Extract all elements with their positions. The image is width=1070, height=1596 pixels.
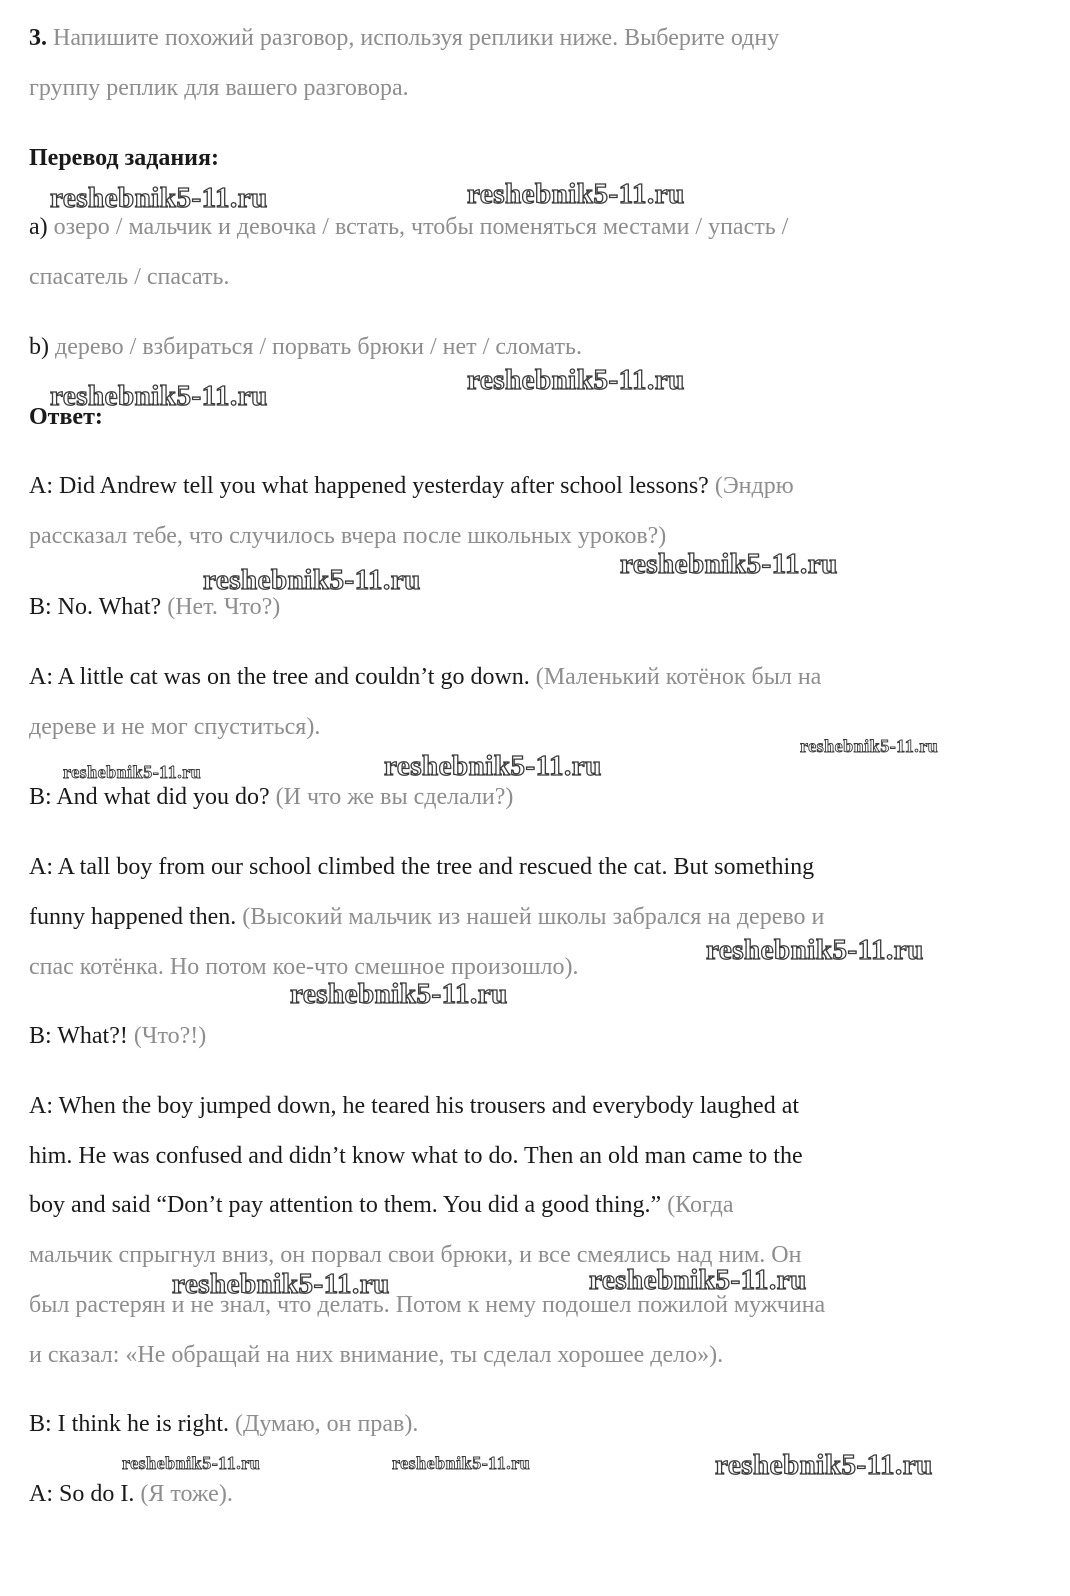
task-line-1 bbox=[29, 23, 779, 53]
watermark-logo: reshebnik5-11.ru bbox=[392, 1453, 531, 1473]
dialogue-english: boy and said “Don’t pay attention to them. You did a good thing.” bbox=[29, 1192, 662, 1218]
dialogue-translation: спас котёнка. Но потом кое-что смешное произошло). bbox=[29, 954, 579, 980]
dialogue-english: A: Did Andrew tell you what happened yesterday after school lessons? bbox=[29, 473, 709, 499]
dialogue-line bbox=[29, 1021, 206, 1051]
dialogue-line bbox=[29, 1141, 803, 1171]
dialogue-english: B: And what did you do? bbox=[29, 784, 270, 810]
watermark-logo: reshebnik5-11.ru bbox=[203, 564, 421, 596]
dialogue-translation: (Когда bbox=[667, 1192, 734, 1218]
watermark-logo: reshebnik5-11.ru bbox=[122, 1453, 261, 1473]
translation-a-line-1 bbox=[29, 212, 788, 242]
dialogue-translation: рассказал тебе, что случилось вчера после школьных уроков?) bbox=[29, 523, 667, 549]
dialogue-line bbox=[29, 1409, 418, 1439]
dialogue-english: funny happened then. bbox=[29, 904, 237, 930]
translation-heading: Перевод задания: bbox=[29, 145, 219, 171]
dialogue-line bbox=[29, 471, 794, 501]
dialogue-translation: (Эндрю bbox=[714, 473, 794, 499]
dialogue-line bbox=[29, 662, 821, 692]
dialogue-line bbox=[29, 1479, 233, 1509]
dialogue-translation: (И что же вы сделали?) bbox=[275, 784, 514, 810]
dialogue-line bbox=[29, 1340, 723, 1370]
translation-a-line-2: спасатель / спасать. bbox=[29, 264, 230, 290]
option-a-text: озеро / мальчик и девочка / встать, чтобы поменяться местами / упасть / bbox=[53, 214, 789, 240]
option-b-label: b) bbox=[29, 334, 49, 360]
watermark-logo: reshebnik5-11.ru bbox=[715, 1449, 933, 1481]
translation-b-line-1 bbox=[29, 332, 582, 362]
dialogue-translation: и сказал: «Не обращай на них внимание, ты сделал хорошее дело»). bbox=[29, 1342, 724, 1368]
watermark-logo: reshebnik5-11.ru bbox=[172, 1268, 390, 1300]
dialogue-english: B: I think he is right. bbox=[29, 1411, 229, 1437]
dialogue-english: A: A little cat was on the tree and couldn’t go down. bbox=[29, 664, 530, 690]
dialogue-line bbox=[29, 902, 824, 932]
dialogue-translation: (Думаю, он прав). bbox=[235, 1411, 419, 1437]
task-text: Напишите похожий разговор, используя реплики ниже. Выберите одну bbox=[53, 25, 780, 51]
watermark-logo: reshebnik5-11.ru bbox=[467, 364, 685, 396]
dialogue-english: A: A tall boy from our school climbed the tree and rescued the cat. But something bbox=[29, 854, 815, 880]
dialogue-line bbox=[29, 712, 320, 742]
dialogue-english: B: No. What? bbox=[29, 594, 162, 620]
watermark-logo: reshebnik5-11.ru bbox=[589, 1264, 807, 1296]
dialogue-english: B: What?! bbox=[29, 1023, 128, 1049]
watermark-logo: reshebnik5-11.ru bbox=[706, 934, 924, 966]
dialogue-english: A: When the boy jumped down, he teared his trousers and everybody laughed at bbox=[29, 1093, 800, 1119]
dialogue-translation: (Маленький котёнок был на bbox=[535, 664, 822, 690]
dialogue-english: him. He was confused and didn’t know what to do. Then an old man came to the bbox=[29, 1143, 803, 1169]
watermark-logo: reshebnik5-11.ru bbox=[620, 548, 838, 580]
dialogue-translation: (Что?!) bbox=[133, 1023, 207, 1049]
dialogue-line bbox=[29, 1091, 799, 1121]
dialogue-translation: (Высокий мальчик из нашей школы забрался на дерево и bbox=[242, 904, 825, 930]
watermark-logo: reshebnik5-11.ru bbox=[63, 762, 202, 782]
dialogue-translation: дереве и не мог спуститься). bbox=[29, 714, 321, 740]
watermark-logo: reshebnik5-11.ru bbox=[290, 978, 508, 1010]
option-b-text: дерево / взбираться / порвать брюки / нет / сломать. bbox=[55, 334, 582, 360]
dialogue-translation: (Нет. Что?) bbox=[167, 594, 281, 620]
watermark-logo: reshebnik5-11.ru bbox=[467, 178, 685, 210]
watermark-logo: reshebnik5-11.ru bbox=[50, 182, 268, 214]
dialogue-translation: был растерян и не знал, что делать. Потом к нему подошел пожилой мужчина bbox=[29, 1292, 826, 1318]
dialogue-translation: мальчик спрыгнул вниз, он порвал свои брюки, и все смеялись над ним. Он bbox=[29, 1242, 802, 1268]
watermark-logo: reshebnik5-11.ru bbox=[800, 736, 939, 756]
watermark-logo: reshebnik5-11.ru bbox=[384, 750, 602, 782]
dialogue-line bbox=[29, 521, 666, 551]
dialogue-line bbox=[29, 852, 814, 882]
dialogue-line bbox=[29, 782, 513, 812]
dialogue-line bbox=[29, 1190, 733, 1220]
watermark-logo: reshebnik5-11.ru bbox=[50, 380, 268, 412]
dialogue-english: A: So do I. bbox=[29, 1481, 135, 1507]
dialogue-translation: (Я тоже). bbox=[140, 1481, 233, 1507]
answer-heading: Ответ: bbox=[29, 404, 103, 430]
task-line-2: группу реплик для вашего разговора. bbox=[29, 75, 409, 101]
task-number: 3. bbox=[29, 25, 47, 51]
option-a-label: a) bbox=[29, 214, 48, 240]
